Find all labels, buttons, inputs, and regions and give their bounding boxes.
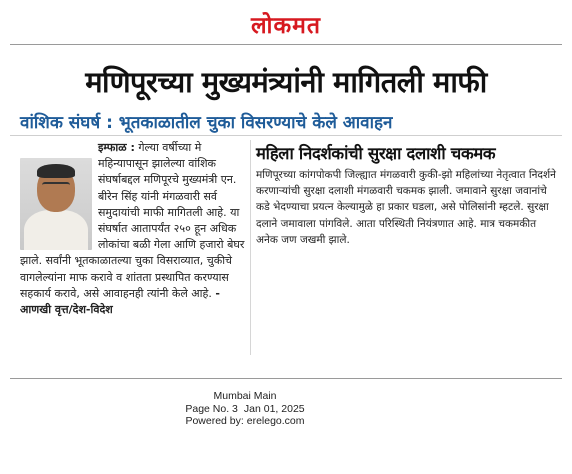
column-divider bbox=[250, 140, 251, 355]
article-credit: - आणखी वृत्त/देश-विदेश bbox=[20, 286, 220, 317]
article-body: गेल्या वर्षीच्या मे महिन्यापासून झालेल्या वांशिक संघर्षाबद्दल मणिपूरचे मुख्यमंत्री एन. बीरेन सिंह यांनी मंगळवारी सर्व समुदायांची माफी मागितली आहे. या संघर्षात आतापर्यंत २५० हून अधिक लोकांचा बळी गेला आणि हजारो बेघर झाले. सर्वांनी भूतकाळातल्या चुका विसराव्यात, चुकीचे वागलेल्यांना माफ करावे व शांतता प्रस्थापित करण्यास सहकार्य करावे, असे आवाहनही त्यांनी केले आहे. bbox=[20, 141, 245, 300]
main-article bbox=[20, 140, 245, 318]
powered-by-link[interactable]: Powered by: erelego.com bbox=[185, 415, 305, 427]
newspaper-logo: लोकमत bbox=[250, 12, 322, 39]
article-headline: मणिपूरच्या मुख्यमंत्र्यांनी मागितली माफी bbox=[85, 65, 487, 99]
sidebar-article-title: महिला निदर्शकांची सुरक्षा दलाशी चकमक bbox=[256, 144, 496, 163]
sidebar-article bbox=[256, 141, 556, 248]
edition-date: Jan 01, 2025 bbox=[243, 402, 305, 415]
footer-divider bbox=[10, 378, 562, 379]
article-dateline: इम्फाळ : bbox=[98, 141, 135, 154]
top-divider bbox=[10, 44, 562, 45]
subhead-divider bbox=[10, 135, 562, 136]
article-subhead: वांशिक संघर्ष : भूतकाळातील चुका विसरण्याचे केले आवाहन bbox=[20, 113, 393, 133]
page-footer bbox=[150, 390, 340, 428]
page-number: Page No. 3 bbox=[185, 402, 238, 415]
sidebar-article-body: मणिपूरच्या कांगपोकपी जिल्ह्यात मंगळवारी कुकी-झो महिलांच्या नेतृत्वात निदर्शने करणाऱ्यांची सुरक्षा दलाशी मंगळवारी चकमक झाली. जमावाने सुरक्षा जवानांचे कडे भेदण्याचा प्रयत्न केल्यामुळे हा प्रकार घडला, असे पोलिसांनी म्हटले. सुरक्षा दलाने जमावाला पांगविले. आता परिस्थिती नियंत्रणात आहे. मात्र चकमकीत अनेक जण जखमी झाले. bbox=[256, 169, 556, 246]
edition-label: Mumbai Main bbox=[213, 390, 277, 402]
person-portrait-icon bbox=[20, 158, 92, 250]
